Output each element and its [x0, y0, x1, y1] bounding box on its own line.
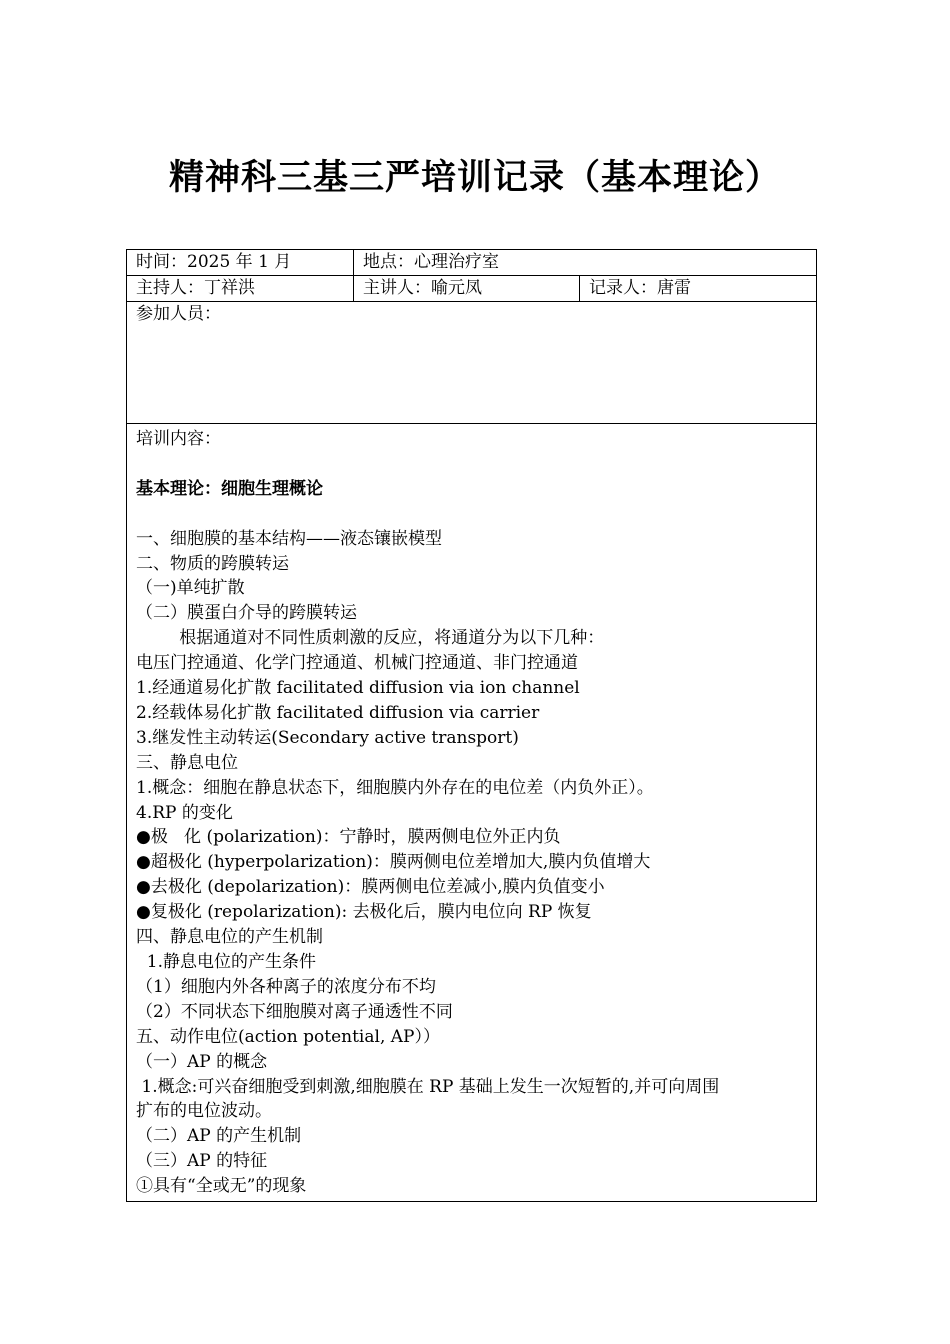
content-line: 4.RP 的变化 — [136, 802, 233, 823]
table-row — [127, 424, 817, 1202]
recorder-cell: 记录人：唐雷 — [580, 276, 817, 302]
content-line: （一)单纯扩散 — [136, 578, 245, 599]
content-line: 1.概念:可兴奋细胞受到刺激,细胞膜在 RP 基础上发生一次短暂的,并可向周围 — [136, 1076, 720, 1097]
content-line: （2）不同状态下细胞膜对离子通透性不同 — [136, 1001, 453, 1022]
table-row — [127, 250, 817, 276]
table-row — [127, 302, 817, 424]
content-label: 培训内容： — [136, 429, 221, 449]
content-line: 1.静息电位的产生条件 — [136, 952, 317, 972]
content-line: 五、动作电位(action potential, AP）） — [136, 1026, 440, 1047]
content-heading: 基本理论：细胞生理概论 — [136, 478, 323, 499]
table-row — [127, 276, 817, 302]
content-line: （三）AP 的特征 — [136, 1151, 268, 1172]
location-cell: 地点：心理治疗室 — [354, 250, 817, 276]
content-line: （一）AP 的概念 — [136, 1051, 268, 1072]
lecturer-cell: 主讲人：喻元凤 — [354, 276, 580, 302]
content-line: （二）AP 的产生机制 — [136, 1126, 302, 1147]
content-line: 一、细胞膜的基本结构——液态镶嵌模型 — [136, 528, 442, 549]
content-line: （1）细胞内外各种离子的浓度分布不均 — [136, 976, 436, 997]
content-line: 电压门控通道、化学门控通道、机械门控通道、非门控通道 — [136, 653, 578, 674]
content-line: 三、静息电位 — [136, 752, 238, 773]
content-line: ●复极化 (repolarization): 去极化后，膜内电位向 RP 恢复 — [136, 902, 592, 923]
content-line: 扩布的电位波动。 — [136, 1101, 272, 1122]
content-lines — [136, 527, 816, 1199]
content-line: 3.继发性主动转运(Secondary active transport) — [136, 727, 519, 748]
content-line: 1.经通道易化扩散 facilitated diffusion via ion channel — [136, 678, 580, 699]
content-line: ●超极化 (hyperpolarization)：膜两侧电位差增加大,膜内负值增大 — [136, 852, 651, 873]
content-cell — [127, 424, 817, 1202]
content-line: ●去极化 (depolarization)：膜两侧电位差减小,膜内负值变小 — [136, 877, 605, 898]
content-line: ①具有“全或无”的现象 — [136, 1176, 307, 1197]
content-line: 根据通道对不同性质刺激的反应，将通道分为以下几种： — [136, 628, 605, 649]
content-line: （二）膜蛋白介导的跨膜转运 — [136, 603, 357, 624]
content-line: ●极 化 (polarization)：宁静时，膜两侧电位外正内负 — [136, 827, 561, 848]
time-cell: 时间：2025 年 1 月 — [127, 250, 354, 276]
training-record-table — [126, 249, 817, 1202]
participants-cell: 参加人员： — [127, 302, 817, 424]
content-line: 2.经载体易化扩散 facilitated diffusion via carrier — [136, 702, 540, 723]
host-cell: 主持人：丁祥洪 — [127, 276, 354, 302]
page-title: 精神科三基三严培训记录（基本理论） — [168, 158, 781, 198]
content-line: 四、静息电位的产生机制 — [136, 927, 323, 948]
content-line: 1.概念：细胞在静息状态下，细胞膜内外存在的电位差（内负外正）。 — [136, 777, 654, 798]
content-line: 二、物质的跨膜转运 — [136, 553, 289, 574]
